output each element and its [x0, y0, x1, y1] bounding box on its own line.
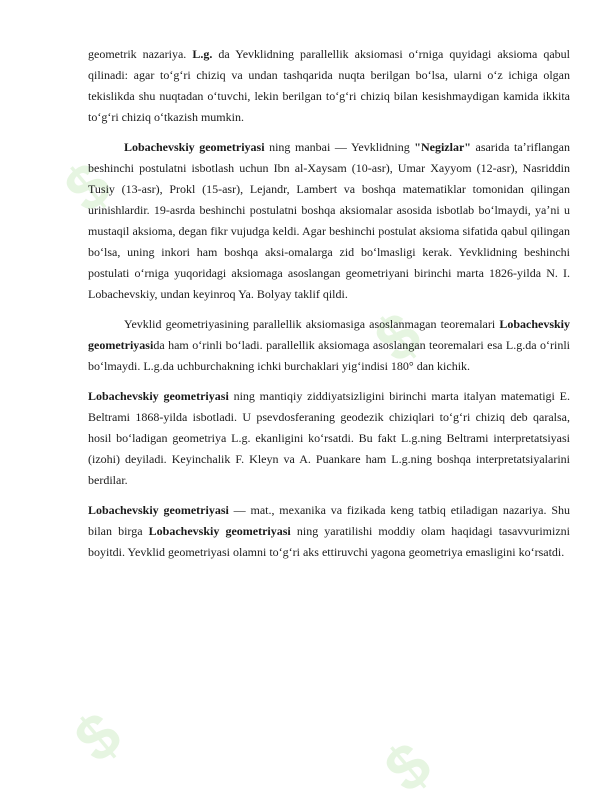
text-run: Yevklid geometriyasining parallellik aksiomasiga asoslanmagan teoremalari: [124, 317, 500, 331]
watermark-logo: $: [371, 727, 445, 807]
bold-term: "Negizlar": [414, 140, 471, 154]
document-page: [88, 44, 570, 572]
bold-term: L.g.: [192, 47, 213, 61]
bold-term: Lobachevskiy geometriyasi: [88, 503, 229, 517]
watermark-logo: $: [51, 147, 125, 227]
paragraph-1: [88, 44, 570, 128]
text-run: — mat., mexanika va fizikada keng tatbiq etiladigan nazariya. Shu bilan birga: [88, 503, 570, 538]
paragraph-5: [88, 500, 570, 563]
text-run: asarida taʼriflangan beshinchi postulatni isbotlash uchun Ibn al-Xaysam (10-asr), Umar Xayyom (12-asr), Nasriddin Tusiy (13-asr), Prokl (15-asr), Lejandr, Lambert va boshqa matematiklar tomonidan qilingan urinishlardir. 19-asrda beshinchi postulatni boshqa aksiomalar asosida isbotlab boʻlmaydi, yaʼni u mustaqil aksioma, degan fikr vujudga keldi. Agar beshinchi postulat aksioma sifatida qabul qilingan boʻlsa, uning inkori ham boshqa aksi-omalarga zid boʻlmasligi kerak. Yevklidning beshinchi postulati oʻrniga yuqoridagi aksiomaga asoslangan geometriyani birinchi marta 1826-yilda N. I. Lobachevskiy, undan keyinroq Ya. Bolyay taklif qildi.: [88, 140, 570, 301]
bold-term: Lobachevskiy geometriyasi: [88, 389, 229, 403]
paragraph-4: [88, 386, 570, 491]
watermark-logo: $: [61, 697, 135, 777]
text-run: ning manbai — Yevklidning: [264, 140, 415, 154]
text-run: geometrik nazariya.: [88, 47, 193, 61]
text-run: ning mantiqiy ziddiyatsizligini birinchi marta italyan matematigi E. Beltrami 1868-yilda isbotladi. U psevdosferaning geodezik chiziqlari toʻgʻri chiziq deb qaralsa, hosil boʻladigan geometriya L.g. ekanligini koʻrsatdi. Bu fakt L.g.ning Beltrami interpretatsiyasi (izohi) deyiladi. Keyinchalik F. Kleyn va A. Puankare ham L.g.ning boshqa interpretatsiyalarini berdilar.: [88, 389, 570, 487]
bold-term: Lobachevskiy geometriyasi: [148, 524, 291, 538]
bold-term: Lobachevskiy geometriyasi: [88, 317, 570, 352]
paragraph-3: [88, 314, 570, 377]
text-run: ning yaratilishi moddiy olam haqidagi tasavvurimizni boyitdi. Yevklid geometriyasi olamni toʻgʻri aks ettiruvchi yagona geometriya emasligini koʻrsatdi.: [88, 524, 571, 559]
bold-term: Lobachevskiy geometriyasi: [124, 140, 265, 154]
text-run: da Yevklidning parallellik aksiomasi oʻrniga quyidagi aksioma qabul qilinadi: agar toʻgʻri chiziq va undan tashqarida nuqta berilgan boʻlsa, ularni oʻz ichiga olgan tekislikda shu nuqtadan oʻtuvchi, lekin berilgan toʻgʻri chiziq bilan kesishmaydigan kamida ikkita toʻgʻri chiziq oʻtkazish mumkin.: [88, 47, 570, 124]
text-run: da ham oʻrinli boʻladi. parallellik aksiomaga asoslangan teoremalari esa L.g.da oʻrinli boʻlmaydi. L.g.da uchburchakning ichki burchaklari yigʻindisi 180° dan kichik.: [88, 338, 570, 373]
paragraph-2: [88, 137, 570, 305]
watermark-logo: $: [361, 297, 435, 377]
